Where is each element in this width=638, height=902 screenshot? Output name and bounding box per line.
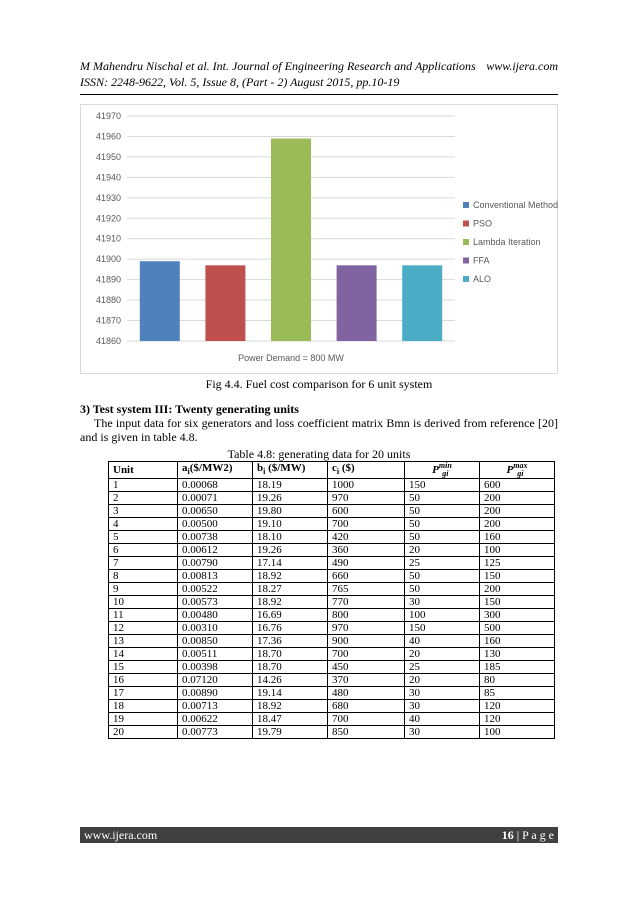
cell-c: 1000: [328, 479, 405, 492]
cell-unit: 4: [109, 518, 178, 531]
table-row: [109, 531, 555, 544]
cell-a: 0.00622: [178, 713, 253, 726]
header-issn: ISSN: 2248-9622, Vol. 5, Issue 8, (Part - 2) August 2015, pp.10-19: [80, 75, 400, 89]
cell-pmax: 150: [480, 570, 555, 583]
bar-ffa: [337, 265, 377, 341]
header-journal: M Mahendru Nischal et al. Int. Journal of Engineering Research and Applications: [80, 59, 476, 73]
cell-unit: 16: [109, 674, 178, 687]
bar-pso: [205, 265, 245, 341]
table-row: [109, 505, 555, 518]
cell-pmax: 85: [480, 687, 555, 700]
cell-b: 19.79: [253, 726, 328, 739]
table-row: [109, 492, 555, 505]
table-row: [109, 635, 555, 648]
cell-c: 360: [328, 544, 405, 557]
cell-b: 18.27: [253, 583, 328, 596]
header-b: $b_i$ ($/MW): [253, 462, 328, 479]
cell-unit: 17: [109, 687, 178, 700]
bar-conventional-method: [140, 261, 180, 341]
cell-b: 19.80: [253, 505, 328, 518]
table-row: [109, 544, 555, 557]
cell-pmin: 100: [405, 609, 480, 622]
paragraph-text: The input data for six generators and loss coefficient matrix Bmn is derived from reference [20] and is given in table 4.8.: [80, 416, 558, 444]
header-divider: [80, 94, 558, 95]
cell-a: 0.00813: [178, 570, 253, 583]
bar-alo: [402, 265, 442, 341]
cell-unit: 7: [109, 557, 178, 570]
table-row: [109, 622, 555, 635]
cell-c: 700: [328, 518, 405, 531]
cell-pmin: 40: [405, 713, 480, 726]
cell-pmax: 200: [480, 492, 555, 505]
legend-swatch: [463, 258, 469, 264]
cell-unit: 18: [109, 700, 178, 713]
y-tick-label: 41910: [95, 233, 121, 244]
cell-pmin: 50: [405, 505, 480, 518]
cell-c: 370: [328, 674, 405, 687]
legend-swatch: [463, 202, 469, 208]
table-row: [109, 609, 555, 622]
cell-a: 0.00068: [178, 479, 253, 492]
cell-c: 970: [328, 622, 405, 635]
cell-unit: 20: [109, 726, 178, 739]
cell-c: 770: [328, 596, 405, 609]
y-tick-label: 41880: [95, 295, 121, 306]
cell-b: 17.36: [253, 635, 328, 648]
cell-pmin: 30: [405, 700, 480, 713]
cell-a: 0.00612: [178, 544, 253, 557]
cell-c: 700: [328, 713, 405, 726]
cell-pmin: 20: [405, 648, 480, 661]
header-c: $c_i$ ($): [328, 462, 405, 479]
cell-unit: 11: [109, 609, 178, 622]
cell-a: 0.00850: [178, 635, 253, 648]
legend-swatch: [463, 239, 469, 245]
table-row: [109, 674, 555, 687]
table-row: [109, 570, 555, 583]
cell-a: 0.00713: [178, 700, 253, 713]
cell-unit: 19: [109, 713, 178, 726]
cell-pmin: 50: [405, 583, 480, 596]
section-paragraph: [80, 416, 558, 444]
cell-unit: 1: [109, 479, 178, 492]
legend-swatch: [463, 276, 469, 282]
cell-pmax: 600: [480, 479, 555, 492]
cell-pmin: 50: [405, 570, 480, 583]
cell-a: 0.07120: [178, 674, 253, 687]
cell-a: 0.00500: [178, 518, 253, 531]
header-a: $a_i(\$/MW2)$: [178, 462, 253, 479]
table-row: [109, 518, 555, 531]
cell-pmin: 25: [405, 557, 480, 570]
table-row: [109, 557, 555, 570]
cell-c: 680: [328, 700, 405, 713]
table-row: [109, 648, 555, 661]
cell-unit: 5: [109, 531, 178, 544]
cell-b: 18.92: [253, 570, 328, 583]
cell-b: 19.14: [253, 687, 328, 700]
cell-pmax: 100: [480, 726, 555, 739]
table-row: [109, 479, 555, 492]
cell-unit: 15: [109, 661, 178, 674]
cell-a: 0.00398: [178, 661, 253, 674]
x-axis-label: Power Demand = 800 MW: [238, 353, 344, 363]
table-body: [109, 479, 555, 739]
footer-website[interactable]: www.ijera.com: [84, 827, 158, 842]
legend-entry: Lambda Iteration: [473, 237, 541, 247]
cell-pmin: 25: [405, 661, 480, 674]
cell-pmin: 150: [405, 622, 480, 635]
y-tick-label: 41870: [95, 315, 121, 326]
cell-pmax: 160: [480, 531, 555, 544]
cell-unit: 8: [109, 570, 178, 583]
header-unit: Unit: [109, 462, 178, 479]
cell-pmin: 30: [405, 596, 480, 609]
cell-pmax: 200: [480, 505, 555, 518]
cell-pmax: 500: [480, 622, 555, 635]
y-tick-label: 41920: [95, 213, 121, 224]
table-row: [109, 583, 555, 596]
cell-c: 850: [328, 726, 405, 739]
cell-a: 0.00773: [178, 726, 253, 739]
cell-pmin: 150: [405, 479, 480, 492]
table-row: [109, 726, 555, 739]
bar-lambda-iteration: [271, 139, 311, 342]
cell-c: 600: [328, 505, 405, 518]
cell-a: 0.00071: [178, 492, 253, 505]
cell-pmax: 100: [480, 544, 555, 557]
cell-unit: 12: [109, 622, 178, 635]
cell-c: 800: [328, 609, 405, 622]
cell-pmin: 50: [405, 492, 480, 505]
header-website[interactable]: www.ijera.com: [486, 59, 558, 73]
y-tick-label: 41950: [95, 151, 121, 162]
cell-a: 0.00650: [178, 505, 253, 518]
cell-b: 17.14: [253, 557, 328, 570]
cell-pmin: 20: [405, 674, 480, 687]
cell-pmin: 20: [405, 544, 480, 557]
fuel-cost-chart: [80, 104, 558, 374]
cell-pmin: 30: [405, 726, 480, 739]
y-tick-label: 41960: [95, 131, 121, 142]
cell-b: 18.70: [253, 648, 328, 661]
cell-c: 490: [328, 557, 405, 570]
cell-c: 700: [328, 648, 405, 661]
y-tick-label: 41970: [95, 111, 121, 121]
cell-unit: 3: [109, 505, 178, 518]
header-pmax: Pmax gi: [480, 462, 555, 479]
cell-b: 18.47: [253, 713, 328, 726]
table-caption: Table 4.8: generating data for 20 units: [227, 447, 411, 461]
cell-a: 0.00522: [178, 583, 253, 596]
cell-pmin: 40: [405, 635, 480, 648]
cell-b: 19.26: [253, 492, 328, 505]
table-row: [109, 700, 555, 713]
y-tick-label: 41900: [95, 254, 121, 265]
cell-pmax: 120: [480, 700, 555, 713]
chart-canvas: [81, 105, 559, 375]
cell-b: 19.26: [253, 544, 328, 557]
cell-b: 14.26: [253, 674, 328, 687]
cell-unit: 2: [109, 492, 178, 505]
page-footer: [80, 827, 558, 843]
cell-pmax: 300: [480, 609, 555, 622]
cell-a: 0.00573: [178, 596, 253, 609]
section-heading: 3) Test system III: Twenty generating units: [80, 402, 299, 416]
cell-pmin: 30: [405, 687, 480, 700]
cell-pmax: 80: [480, 674, 555, 687]
table-row: [109, 596, 555, 609]
table-header-row: [109, 462, 555, 479]
cell-b: 18.19: [253, 479, 328, 492]
cell-a: 0.00738: [178, 531, 253, 544]
cell-a: 0.00890: [178, 687, 253, 700]
page-number-label: 16 | P a g e: [501, 827, 554, 842]
cell-pmax: 160: [480, 635, 555, 648]
cell-c: 450: [328, 661, 405, 674]
cell-b: 18.70: [253, 661, 328, 674]
cell-a: 0.00511: [178, 648, 253, 661]
cell-b: 18.10: [253, 531, 328, 544]
cell-unit: 13: [109, 635, 178, 648]
header-pmin: Pmin gi: [405, 462, 480, 479]
cell-pmin: 50: [405, 518, 480, 531]
cell-unit: 6: [109, 544, 178, 557]
cell-pmax: 150: [480, 596, 555, 609]
cell-b: 18.92: [253, 596, 328, 609]
cell-pmax: 130: [480, 648, 555, 661]
legend-swatch: [463, 221, 469, 227]
y-tick-label: 41930: [95, 192, 121, 203]
cell-c: 765: [328, 583, 405, 596]
cell-c: 420: [328, 531, 405, 544]
running-header: [80, 58, 558, 90]
cell-unit: 10: [109, 596, 178, 609]
page-number: 16: [501, 827, 514, 842]
cell-a: 0.00790: [178, 557, 253, 570]
cell-b: 16.69: [253, 609, 328, 622]
generating-data-table: [108, 461, 555, 739]
cell-a: 0.00480: [178, 609, 253, 622]
cell-unit: 14: [109, 648, 178, 661]
legend-entry: FFA: [473, 255, 490, 266]
legend-entry: PSO: [473, 218, 493, 229]
cell-pmax: 200: [480, 518, 555, 531]
cell-a: 0.00310: [178, 622, 253, 635]
table-row: [109, 661, 555, 674]
cell-pmax: 125: [480, 557, 555, 570]
cell-b: 16.76: [253, 622, 328, 635]
legend-entry: Conventional Method: [473, 200, 559, 210]
table-row: [109, 713, 555, 726]
table-row: [109, 687, 555, 700]
cell-pmax: 120: [480, 713, 555, 726]
cell-c: 480: [328, 687, 405, 700]
cell-c: 660: [328, 570, 405, 583]
cell-c: 900: [328, 635, 405, 648]
cell-pmax: 185: [480, 661, 555, 674]
figure-caption: Fig 4.4. Fuel cost comparison for 6 unit system: [205, 377, 433, 391]
cell-unit: 9: [109, 583, 178, 596]
cell-b: 19.10: [253, 518, 328, 531]
cell-b: 18.92: [253, 700, 328, 713]
cell-pmax: 200: [480, 583, 555, 596]
legend-entry: ALO: [473, 274, 492, 284]
y-tick-label: 41860: [95, 336, 121, 346]
y-tick-label: 41890: [95, 274, 121, 285]
y-tick-label: 41940: [95, 172, 121, 183]
cell-c: 970: [328, 492, 405, 505]
cell-pmin: 50: [405, 531, 480, 544]
